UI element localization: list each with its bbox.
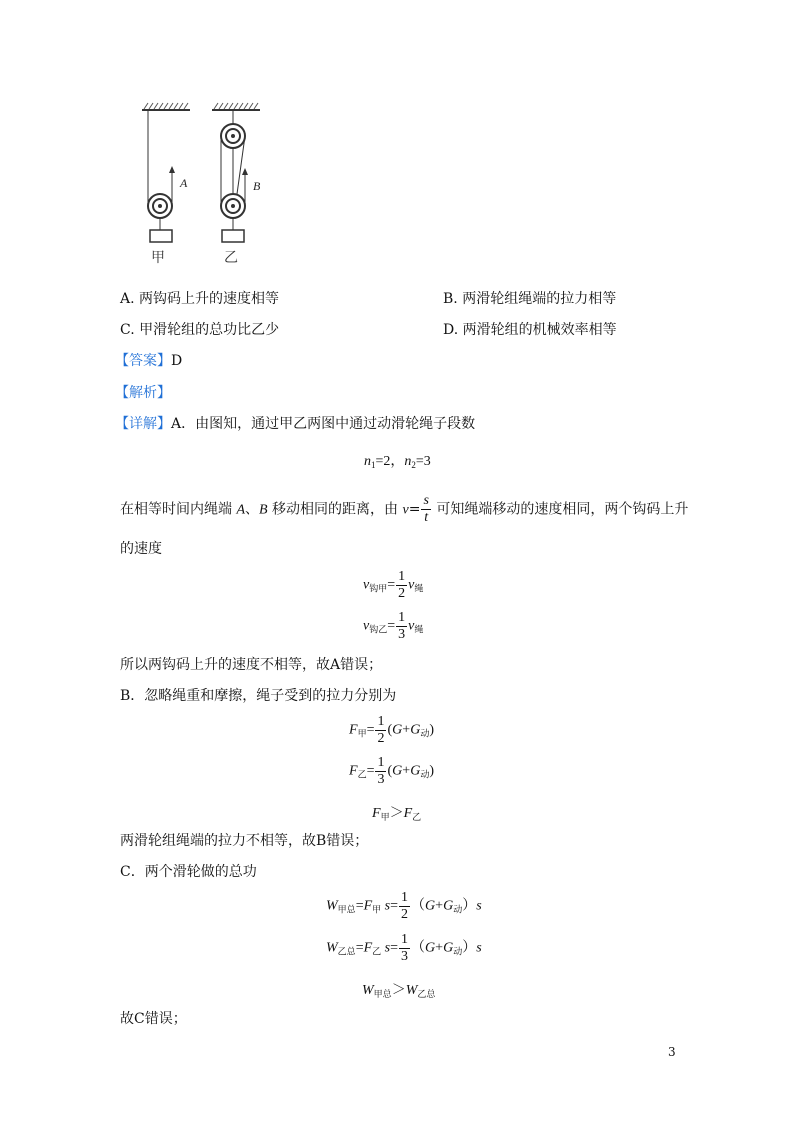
conclusion-C: 故C错误；: [120, 1011, 187, 1027]
pulley-figure: [130, 100, 280, 270]
detail-line: [115, 415, 475, 433]
eq-W-jia: $W_{甲总}=F_甲$ s= $\frac{1}{2}$ $(G+G_动)s$: [326, 890, 482, 922]
option-A: A. 两钩码上升的速度相等: [120, 291, 280, 307]
eq-F-compare: $F_甲>F_乙$: [372, 806, 422, 822]
conclusion-B: 两滑轮组绳端的拉力不相等，故B错误；: [120, 833, 369, 849]
eq-W-compare: $W_{甲总}>W_{乙总}$: [362, 983, 436, 999]
eq-W-yi: $W_{乙总}=F_乙$ s= $\frac{1}{3}$ $(G+G_动)s$: [326, 932, 482, 964]
label-B: B: [253, 179, 261, 193]
answer-line: [115, 352, 182, 370]
label-jia: 甲: [151, 250, 165, 266]
answer-label: 【答案】: [115, 353, 171, 369]
label-yi: 乙: [224, 250, 238, 266]
eq-n: $n_1=2$，$n_2=3$: [364, 454, 431, 470]
eq-F-yi: $F_乙=$ $\frac{1}{3}$ $(G+G_动)$: [349, 755, 434, 787]
eq-v-jia: $v_{钩甲}=$ $\frac{1}{2}$ $v_绳$: [363, 569, 424, 601]
detail-text: A．由图知，通过甲乙两图中通过动滑轮绳子段数: [171, 416, 476, 432]
page-number: 3: [668, 1045, 676, 1059]
same-time-line: 在相等时间内绳端 A、B 移动相同的距离，由 v= $\frac{s}{t}$ 可知绳端移动的速度相同，两个钩码上升: [120, 493, 689, 525]
option-C: C. 甲滑轮组的总功比乙少: [120, 322, 280, 338]
eq-v-yi: $v_{钩乙}=$ $\frac{1}{3}$ $v_绳$: [363, 610, 424, 642]
option-D: D. 两滑轮组的机械效率相等: [443, 322, 617, 338]
option-B: B. 两滑轮组绳端的拉力相等: [443, 291, 617, 307]
line-B: B．忽略绳重和摩擦，绳子受到的拉力分别为: [120, 688, 397, 704]
line-C: C．两个滑轮做的总功: [120, 864, 257, 880]
answer-value: D: [171, 353, 183, 369]
detail-label: 【详解】: [115, 416, 171, 432]
speed-line: 的速度: [120, 541, 162, 557]
analysis-label: 【解析】: [115, 385, 171, 401]
conclusion-A: 所以两钩码上升的速度不相等，故A错误；: [120, 657, 383, 673]
label-A: A: [180, 176, 188, 190]
eq-F-jia: $F_甲=$ $\frac{1}{2}$ $(G+G_动)$: [349, 714, 434, 746]
